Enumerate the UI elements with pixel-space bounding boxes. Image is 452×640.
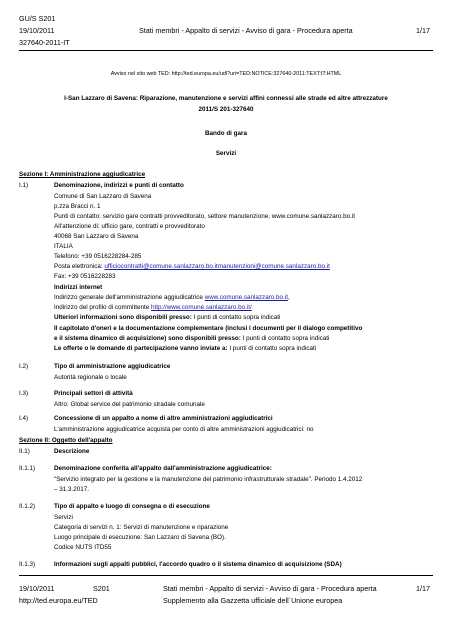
ii12-line2: Categoria di servizi n. 1: Servizi di manutenzione e riparazione bbox=[54, 524, 229, 531]
docs-line2 bbox=[54, 334, 329, 343]
header-rule bbox=[19, 50, 433, 51]
internet-buyer bbox=[54, 303, 252, 312]
docs-label-line2: e il sistema dinamico di acquisizione) sono disponibili presso: bbox=[54, 335, 243, 342]
email-label: Posta elettronica: bbox=[54, 263, 105, 270]
internet-general-comma: , bbox=[287, 294, 290, 301]
i4-number: I.4) bbox=[19, 415, 29, 422]
ii12-line4: Codice NUTS ITD55 bbox=[54, 544, 112, 551]
ii1-title: Descrizione bbox=[54, 448, 90, 455]
contact-name: Comune di San Lazzaro di Savena bbox=[54, 193, 152, 200]
footer-page: 1/17 bbox=[416, 584, 430, 593]
footer-title: Stati membri - Appalto di servizi - Avviso di gara - Procedura aperta bbox=[163, 584, 377, 593]
contract-type: Servizi bbox=[215, 150, 237, 157]
contact-address: p.zza Bracci n. 1 bbox=[54, 203, 101, 210]
section-2-heading: Sezione II: Oggetto dell'appalto bbox=[19, 437, 113, 444]
ii11-number: II.1.1) bbox=[19, 465, 36, 472]
ii11-line2: – 31.3.2017. bbox=[54, 486, 90, 493]
ii12-number: II.1.2) bbox=[19, 503, 36, 510]
ted-notice-link[interactable]: Avviso nel sito web TED: http://ted.europa.eu/udl?uri=TED:NOTICE:327640-2011:TEXT:IT:HTML bbox=[110, 71, 342, 77]
notice-type: Bando di gara bbox=[205, 130, 247, 137]
header-title: Stati membri - Appalto di servizi - Avviso di gara - Procedura aperta bbox=[139, 26, 353, 35]
footer-oj: S201 bbox=[93, 584, 110, 593]
i3-number: I.3) bbox=[19, 390, 29, 397]
contact-attention: All'attenzione di: ufficio gare, contratti e provveditorato bbox=[54, 223, 205, 230]
ii13-title: Informazioni sugli appalti pubblici, l'accordo quadro o il sistema dinamico di acquisizione (SDA) bbox=[54, 561, 342, 568]
contact-phone: Telefono: +39 0516228284-285 bbox=[54, 253, 142, 260]
footer-rule bbox=[19, 575, 433, 576]
footer-date: 19/10/2011 bbox=[19, 584, 55, 593]
offers bbox=[54, 344, 316, 353]
ii11-title: Denominazione conferita all'appalto dall'amministrazione aggiudicatrice: bbox=[54, 465, 272, 472]
contact-email bbox=[54, 262, 330, 271]
footer-supplement: Supplemento alla Gazzetta ufficiale dell´Unione europea bbox=[163, 596, 343, 605]
section-1-heading: Sezione I: Amministrazione aggiudicatrice bbox=[19, 171, 146, 178]
notice-reference: 2011/S 201-327640 bbox=[198, 106, 254, 113]
further-info-label: Ulteriori informazioni sono disponibili presso: bbox=[54, 314, 194, 321]
internet-general bbox=[54, 293, 290, 302]
ii12-title: Tipo di appalto e luogo di consegna o di esecuzione bbox=[54, 503, 210, 510]
further-info bbox=[54, 313, 280, 322]
internet-general-link[interactable]: www.comune.sanlazzaro.bo.it bbox=[204, 294, 288, 301]
contact-points: Punti di contatto: servizio gare contratti provveditorato, settore manutenzione, www.comune.sanlazzaro.bo.it bbox=[54, 213, 356, 220]
header-doc-id: 327640-2011-IT bbox=[19, 38, 70, 47]
notice-title: I-San Lazzaro di Savena: Riparazione, manutenzione e servizi affini connessi alle strade ed altre attrezzature bbox=[64, 95, 388, 102]
ii11-line1: "Servizio integrato per la gestione e la manutenzione del patrimonio infrastrutturale stradale". Periodo 1.4.2012 bbox=[54, 476, 363, 483]
i1-number: I.1) bbox=[19, 182, 29, 189]
internet-buyer-label: Indirizzo del profilo di committente bbox=[54, 304, 151, 311]
offers-label: Le offerte o le domande di partecipazione vanno inviate a: bbox=[54, 345, 230, 352]
i4-value: L'amministrazione aggiudicatrice acquista per conto di altre amministrazioni aggiudicatrici: no bbox=[54, 426, 314, 433]
internet-heading: Indirizzi internet bbox=[54, 284, 103, 291]
ii12-line3: Luogo principale di esecuzione: San Lazzaro di Savena (BO). bbox=[54, 534, 226, 541]
email-link[interactable]: ufficiocontratti@comune.sanlazzaro.bo.itmanutenzioni@comune.sanlazzaro.bo.it bbox=[104, 263, 330, 270]
header-date: 19/10/2011 bbox=[19, 26, 55, 35]
ii13-number: II.1.3) bbox=[19, 561, 36, 568]
header-oj: GU/S S201 bbox=[19, 14, 56, 23]
internet-buyer-link[interactable]: http://www.comune.sanlazzaro.bo.it/ bbox=[150, 304, 252, 311]
offers-value: I punti di contatto sopra indicati bbox=[229, 345, 317, 352]
i2-title: Tipo di amministrazione aggiudicatrice bbox=[54, 363, 171, 370]
i2-number: I.2) bbox=[19, 363, 29, 370]
i2-value: Autorità regionale o locale bbox=[54, 374, 127, 381]
i1-title: Denominazione, indirizzi e punti di contatto bbox=[54, 182, 184, 189]
ii12-line1: Servizi bbox=[54, 514, 73, 521]
further-info-value: I punti di contatto sopra indicati bbox=[193, 314, 281, 321]
i3-value: Altro: Global service del patrimonio stradale comunale bbox=[54, 401, 205, 408]
i4-title: Concessione di un appalto a nome di altre amministrazioni aggiudicatrici bbox=[54, 415, 273, 422]
contact-country: ITALIA bbox=[54, 243, 73, 250]
docs-label-line1: Il capitolato d'oneri e la documentazione complementare (inclusi i documenti per il dialogo competitivo bbox=[54, 325, 363, 332]
internet-general-label: Indirizzo generale dell'amministrazione aggiudicatrice bbox=[54, 294, 205, 301]
i3-title: Principali settori di attività bbox=[54, 390, 133, 397]
contact-city: 40068 San Lazzaro di Savena bbox=[54, 233, 139, 240]
docs-value: I punti di contatto sopra indicati bbox=[242, 335, 330, 342]
footer-url[interactable]: http://ted.europa.eu/TED bbox=[19, 596, 98, 605]
contact-fax: Fax: +39 0516228283 bbox=[54, 273, 116, 280]
header-page: 1/17 bbox=[416, 26, 430, 35]
ii1-number: II.1) bbox=[19, 448, 30, 455]
